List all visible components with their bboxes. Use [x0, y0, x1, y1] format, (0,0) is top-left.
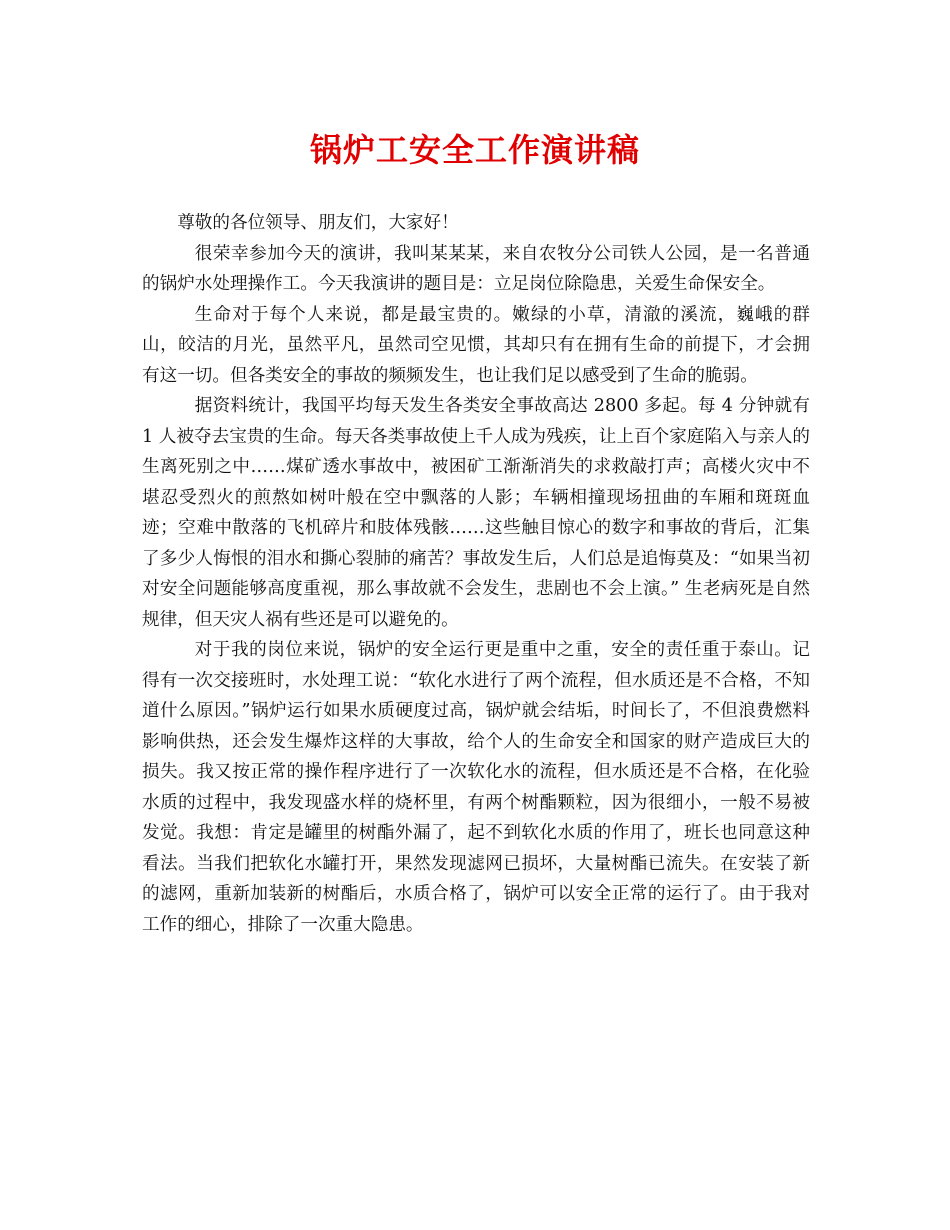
- document-body: [142, 208, 810, 940]
- greeting-paragraph: 尊敬的各位领导、朋友们，大家好！: [177, 213, 459, 233]
- document-title: 锅炉工安全工作演讲稿: [309, 131, 640, 169]
- body-paragraph-boiler-story: 对于我的岗位来说，锅炉的安全运行更是重中之重，安全的责任重于泰山。记得有一次交接班时，水处理工说：“软化水进行了两个流程，但水质还是不合格，不知道什么原因。”锅炉运行如果水质硬度过高，锅炉就会结垢，时间长了，不但浪费燃料影响供热，还会发生爆炸这样的大事故，给个人的生命安全和国家的财产造成巨大的损失。我又按正常的操作程序进行了一次软化水的流程，但水质还是不合格，在化验水质的过程中，我发现盛水样的烧杯里，有两个树酯颗粒，因为很细小，一般不易被发觉。我想：肯定是罐里的树酯外漏了，起不到软化水质的作用了，班长也同意这种看法。当我们把软化水罐打开，果然发现滤网已损坏，大量树酯已流失。在安装了新的滤网，重新加装新的树酯后，水质合格了，锅炉可以安全正常的运行了。由于我对工作的细心，排除了一次重大隐患。: [142, 640, 810, 935]
- body-paragraph-intro: 很荣幸参加今天的演讲，我叫某某某，来自农牧分公司铁人公园，是一名普通的锅炉水处理操作工。今天我演讲的题目是：立足岗位除隐患，关爱生命保安全。: [142, 243, 810, 294]
- body-paragraph-statistics: 据资料统计，我国平均每天发生各类安全事故高达 2800 多起。每 4 分钟就有 1 人被夺去宝贵的生命。每天各类事故使上千人成为残疾，让上百个家庭陷入与亲人的生离死别之中……煤矿透水事故中，被困矿工渐渐消失的求救敲打声；高楼火灾中不堪忍受烈火的煎熬如树叶般在空中飘落的人影；车辆相撞现场扭曲的车厢和斑斑血迹；空难中散落的飞机碎片和肢体残骸……这些触目惊心的数字和事故的背后，汇集了多少人悔恨的泪水和撕心裂肺的痛苦？事故发生后，人们总是追悔莫及：“如果当初对安全问题能够高度重视，那么事故就不会发生，悲剧也不会上演。” 生老病死是自然规律，但天灾人祸有些还是可以避免的。: [142, 396, 810, 630]
- body-paragraph-life: 生命对于每个人来说，都是最宝贵的。嫩绿的小草，清澈的溪流，巍峨的群山，皎洁的月光，虽然平凡，虽然司空见惯，其却只有在拥有生命的前提下，才会拥有这一切。但各类安全的事故的频频发生，也让我们足以感受到了生命的脆弱。: [142, 304, 810, 386]
